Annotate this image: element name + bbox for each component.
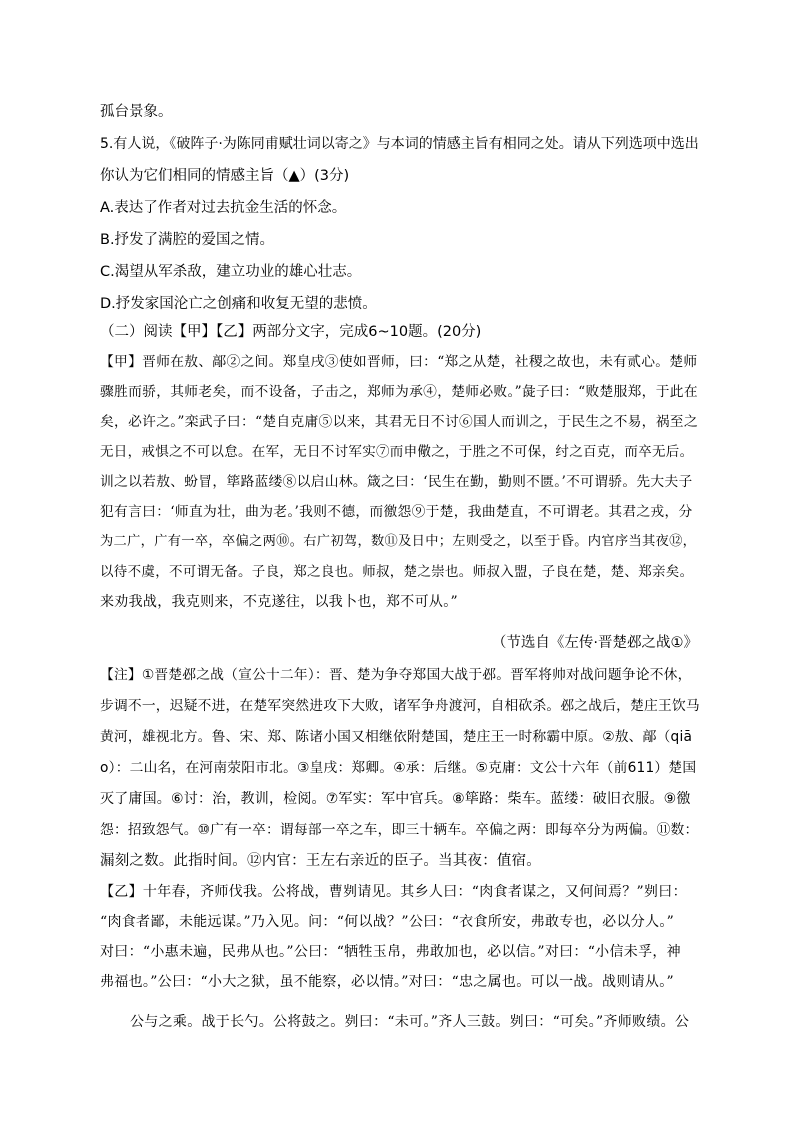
text-line: 孤台景象。 xyxy=(100,104,173,120)
passage-yi-line: 【乙】十年春，齐师伐我。公将战，曹刿请见。其乡人曰：“肉食者谋之，又何间焉？”刿曰： xyxy=(100,884,687,900)
passage-yi-line: “肉食者鄙，未能远谋。”乃入见。问：“何以战？”公曰：“衣食所安，弗敢专也，必以分人。” xyxy=(100,914,675,930)
option-a: A.表达了作者对过去抗金生活的怀念。 xyxy=(100,200,347,216)
option-b: B.抒发了满腔的爱国之情。 xyxy=(100,232,275,248)
option-c: C.渴望从军杀敌，建立功业的雄心壮志。 xyxy=(100,264,362,280)
passage-jia-line: 以待不虞，不可谓无备。子良，郑之良也。师叔，楚之崇也。师叔入盟，子良在楚，楚、郑亲矣。 xyxy=(100,564,694,580)
passage-jia-line: 来劝我战，我克则来，不克遂往，以我卜也，郑不可从。” xyxy=(100,594,458,610)
note-line: 漏刻之数。此指时间。⑫内官：王左右亲近的臣子。当其夜：值宿。 xyxy=(100,853,541,869)
section-heading: （二）阅读【甲】【乙】两部分文字，完成6~10题。(20分) xyxy=(100,324,482,340)
passage-jia-line: 无日，戒惧之不可以怠。在军，无日不讨军实⑦而申儆之，于胜之不可保，纣之百克，而卒无后。 xyxy=(100,444,694,460)
passage-jia-line: 骤胜而骄，其师老矣，而不设备，子击之，郑师为承④，楚师必败。”彘子曰：“败楚服郑，于此在 xyxy=(100,384,698,400)
passage-yi-line: 弗福也。”公曰：“小大之狱，虽不能察，必以情。”对曰：“忠之属也。可以一战。战则请从。” xyxy=(100,974,674,990)
option-d: D.抒发家国沦亡之创痛和收复无望的悲愤。 xyxy=(100,296,377,312)
passage-jia-line: 矣，必许之。”栾武子曰：“楚自克庸⑤以来，其君无日不讨⑥国人而训之，于民生之不易，祸至之 xyxy=(100,414,698,430)
note-line: 怨：招致怨气。⑩广有一卒：谓每部一卒之车，即三十辆车。卒偏之两：即每卒分为两偏。⑪数： xyxy=(100,822,699,838)
note-line: 灭了庸国。⑥讨：治，教训，检阅。⑦军实：军中官兵。⑧筚路：柴车。蓝缕：破旧衣服。⑨徼 xyxy=(100,791,691,807)
question-5-line-1: 5.有人说，《破阵子·为陈同甫赋壮词以寄之》与本词的情感主旨有相同之处。请从下列选项中选出 xyxy=(100,136,699,152)
note-line: 步调不一，迟疑不进，在楚军突然进攻下大败，诸军争舟渡河，自相砍杀。邲之战后，楚庄王饮马 xyxy=(100,698,700,714)
passage-jia-line: 【甲】晋师在敖、鄗②之间。郑皇戌③使如晋师，曰：“郑之从楚，社稷之故也，未有贰心。楚师 xyxy=(100,354,698,370)
passage-yi-line: 对曰：“小惠未遍，民弗从也。”公曰：“牺牲玉帛，弗敢加也，必以信。”对曰：“小信未孚，神 xyxy=(100,944,681,960)
source-citation: （节选自《左传·晋楚邲之战①》 xyxy=(491,635,698,651)
note-line: 黄河，雄视北方。鲁、宋、郑、陈诸小国又相继依附楚国，楚庄王一时称霸中原。②敖、鄗（qiā xyxy=(100,729,693,745)
note-line: 【注】①晋楚邲之战（宣公十二年）：晋、楚为争夺郑国大战于邲。晋军将帅对战问题争论不休， xyxy=(100,667,692,683)
passage-jia-line: 为二广，广有一卒，卒偏之两⑩。右广初驾，数⑪及日中；左则受之，以至于昏。内官序当其夜⑫， xyxy=(100,534,697,549)
question-5-line-2: 你认为它们相同的情感主旨（▲）(3分) xyxy=(100,168,350,184)
passage-jia-line: 犯有言曰：‘师直为壮，曲为老。’我则不德，而徼怨⑨于楚，我曲楚直，不可谓老。其君之戎，分 xyxy=(100,504,693,520)
passage-yi-line: 公与之乘。战于长勺。公将鼓之。刿曰：“未可。”齐人三鼓。刿曰：“可矣。”齐师败绩。公 xyxy=(130,1014,690,1030)
passage-jia-line: 训之以若敖、蚡冒，筚路蓝缕⑧以启山林。箴之曰：‘民生在勤，勤则不匮。’不可谓骄。先大夫子 xyxy=(100,474,693,490)
note-line: o）：二山名，在河南荥阳市北。③皇戌：郑卿。④承：后继。⑤克庸：文公十六年（前611）楚国 xyxy=(100,760,697,776)
